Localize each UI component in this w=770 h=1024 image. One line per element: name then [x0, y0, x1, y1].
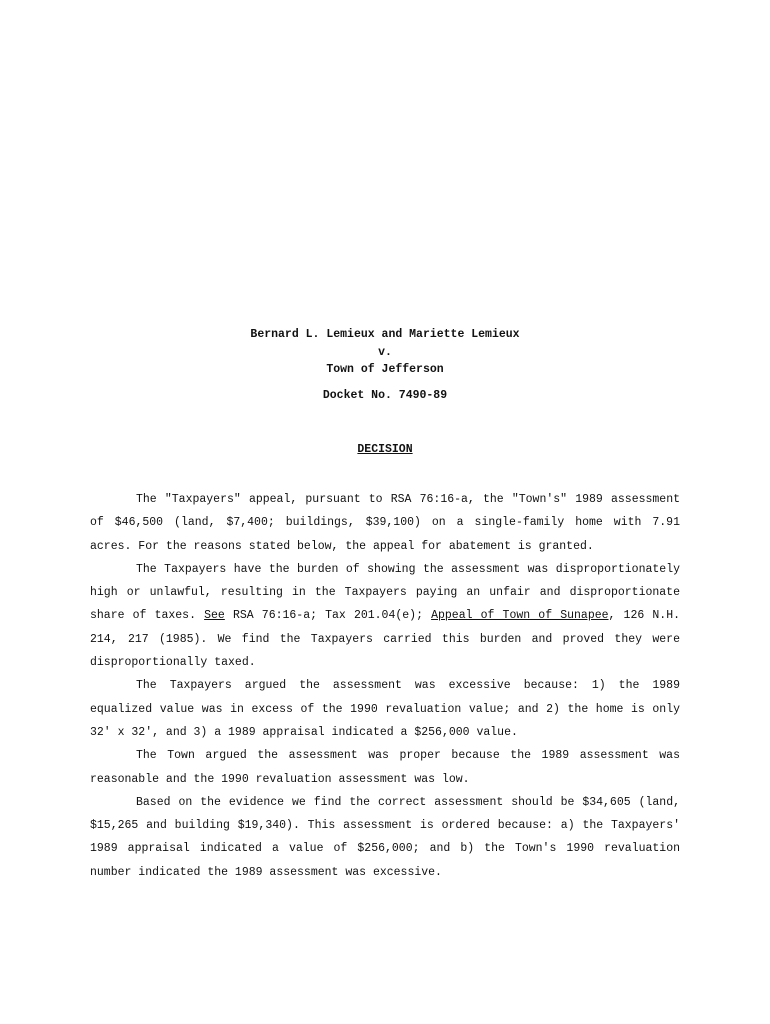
- paragraph-3: The Taxpayers argued the assessment was excessive because: 1) the 1989 equalized value was in excess of the 1990 revaluation value; and 2) the home is only 32' x 32', and 3) a 1989 appraisal indicated a $256,000 value.: [90, 679, 680, 739]
- case-citation-title: Appeal of Town of Sunapee: [431, 609, 609, 623]
- paragraph-2-part-b: RSA 76:16-a; Tax 201.04(e);: [224, 609, 432, 623]
- case-caption: [0, 326, 770, 379]
- paragraph-4: The Town argued the assessment was proper because the 1989 assessment was reasonable and the 1990 revaluation assessment was low.: [90, 749, 680, 786]
- decision-heading: DECISION: [357, 443, 413, 456]
- paragraph-2-part-a: The Taxpayers have the burden of showing the assessment was disproportionately high or unlawful, resulting in the Taxpayers paying an unfair and disproportionate share of taxes.: [90, 562, 680, 623]
- caption-versus: v.: [378, 345, 392, 359]
- paragraph-2-part-c: , 126 N.H. 214, 217 (1985). We find the Taxpayers carried this burden and proved they were disproportionally taxed.: [90, 609, 680, 670]
- paragraph-2: [90, 558, 680, 674]
- caption-parties: Bernard L. Lemieux and Mariette Lemieux: [250, 328, 520, 341]
- paragraph-5: Based on the evidence we find the correct assessment should be $34,605 (land, $15,265 and building $19,340). This assessment is ordered because: a) the Taxpayers' 1989 appraisal indicated a value of $256,000; and b) the Town's 1990 revaluation number indicated the 1989 assessment was excessive.: [90, 795, 680, 879]
- decision-body: [90, 488, 680, 884]
- docket-number: Docket No. 7490-89: [322, 389, 448, 402]
- decision-heading-wrap: [0, 441, 770, 459]
- caption-respondent: Town of Jefferson: [326, 363, 444, 376]
- citation-signal-see: See: [204, 609, 225, 623]
- paragraph-1: The "Taxpayers" appeal, pursuant to RSA 76:16-a, the "Town's" 1989 assessment of $46,500 (land, $7,400; buildings, $39,100) on a single-family home with 7.91 acres. For the reasons stated below, the appeal for abatement is granted.: [90, 493, 680, 553]
